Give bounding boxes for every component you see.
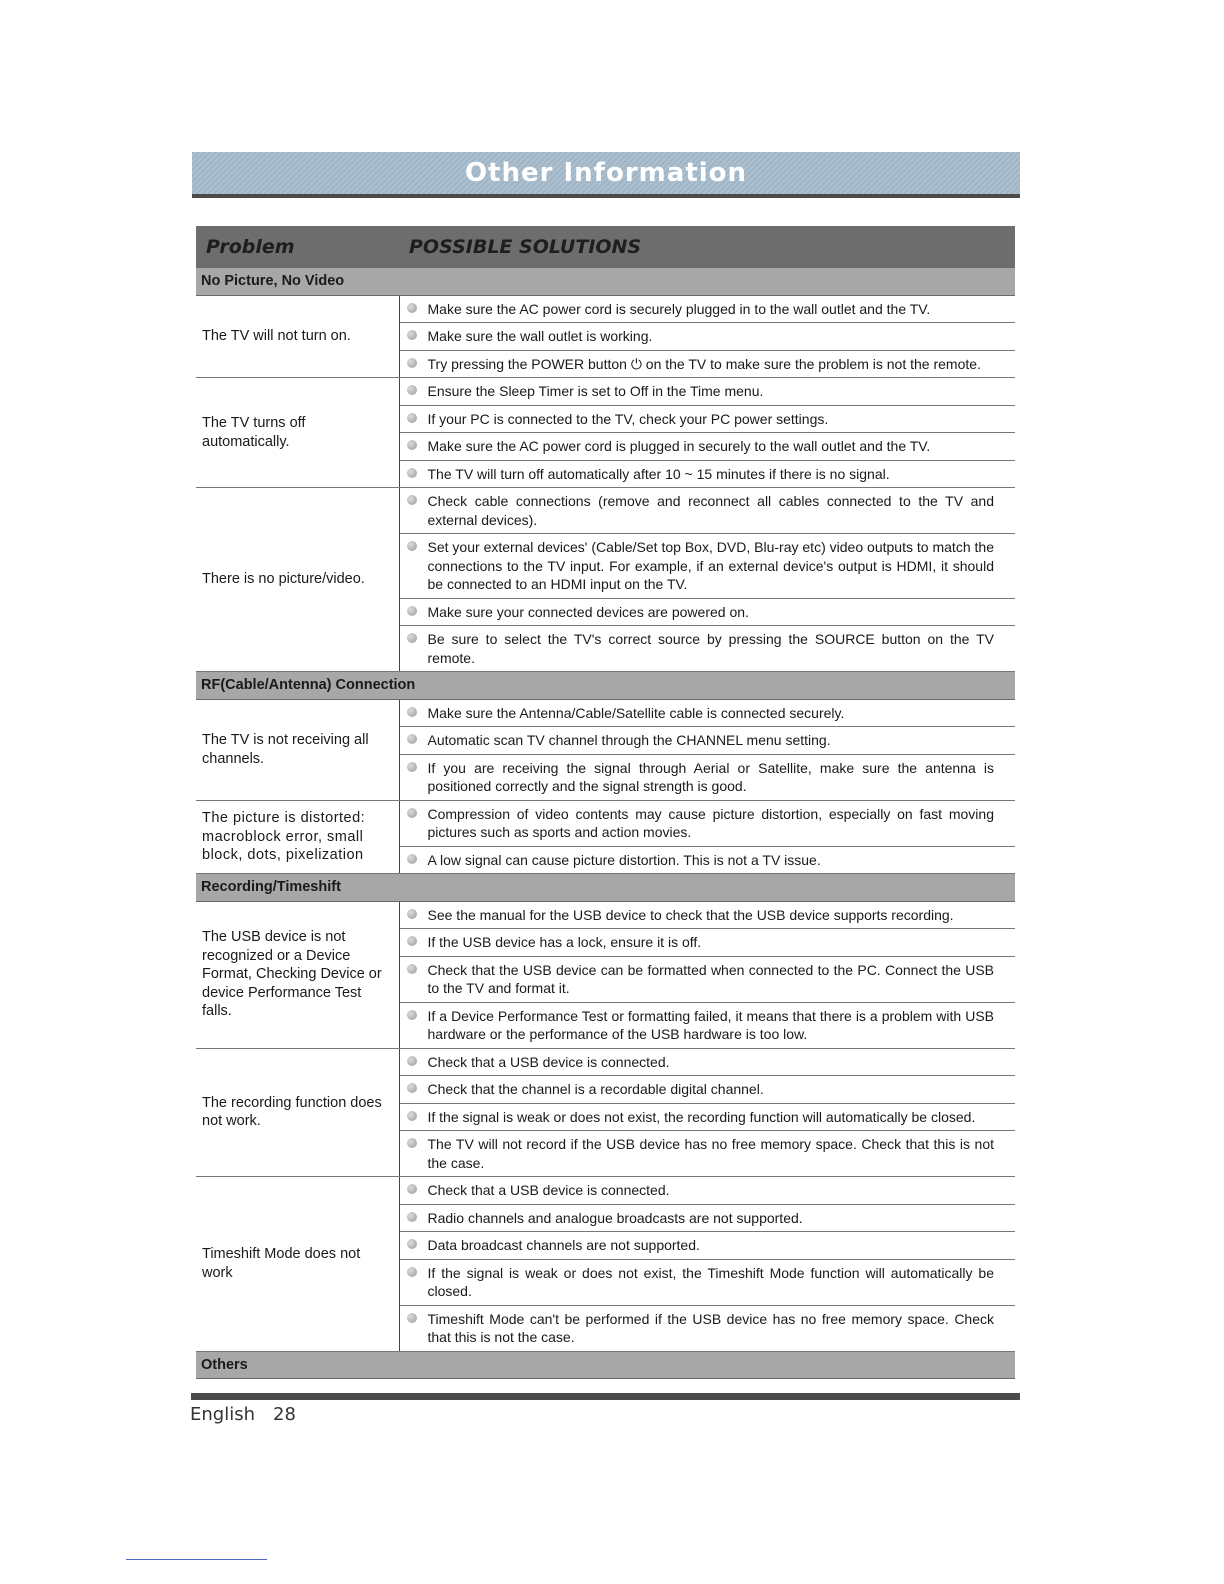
solution-cell xyxy=(399,323,1015,351)
bullet-icon xyxy=(407,1267,417,1277)
solution-text: Radio channels and analogue broadcasts are not supported. xyxy=(427,1209,803,1226)
solution-cell xyxy=(399,1048,1015,1076)
solution-text: If you are receiving the signal through Aerial or Satellite, make sure the antenna is positioned correctly and the signal strength is good. xyxy=(427,759,994,794)
bullet-icon xyxy=(407,495,417,505)
solution-cell xyxy=(399,405,1015,433)
page-footer xyxy=(190,1404,314,1425)
table-row xyxy=(196,488,1015,534)
section-title: Others xyxy=(196,1351,1015,1379)
solution-text: If the signal is weak or does not exist, the recording function will automatically be closed. xyxy=(427,1108,976,1125)
bullet-icon xyxy=(407,358,417,368)
bullet-icon xyxy=(407,330,417,340)
banner-title: Other Information xyxy=(464,158,748,188)
bullet-icon xyxy=(407,413,417,423)
solution-cell xyxy=(399,433,1015,461)
solution-text: Be sure to select the TV's correct source by pressing the SOURCE button on the TV remote. xyxy=(427,631,994,666)
problem-cell: The TV turns off automatically. xyxy=(196,378,399,488)
bullet-icon xyxy=(407,1239,417,1249)
solution-cell xyxy=(399,699,1015,727)
solution-text: Check that a USB device is connected. xyxy=(427,1053,670,1070)
problem-cell: Timeshift Mode does not work xyxy=(196,1177,399,1352)
section-header-row xyxy=(196,874,1015,902)
bullet-icon xyxy=(407,734,417,744)
solution-text: Automatic scan TV channel through the CHANNEL menu setting. xyxy=(427,732,831,748)
solution-cell xyxy=(399,1259,1015,1305)
table-row xyxy=(196,699,1015,727)
solution-cell xyxy=(399,1103,1015,1131)
solutions-column-header: POSSIBLE SOLUTIONS xyxy=(399,226,1015,268)
solution-cell xyxy=(399,1232,1015,1260)
solution-text: Make sure the AC power cord is securely plugged in to the wall outlet and the TV. xyxy=(427,300,931,317)
solution-text: If your PC is connected to the TV, check your PC power settings. xyxy=(427,410,829,427)
solution-text: Timeshift Mode can't be performed if the USB device has no free memory space. Check that this is not the case. xyxy=(427,1310,994,1345)
bullet-icon xyxy=(407,1111,417,1121)
bullet-icon xyxy=(407,909,417,919)
bullet-icon xyxy=(407,1212,417,1222)
page-number: 28 xyxy=(273,1404,296,1425)
bullet-icon xyxy=(407,1083,417,1093)
table-row xyxy=(196,800,1015,846)
bullet-icon xyxy=(407,633,417,643)
solution-cell xyxy=(399,929,1015,957)
solution-cell xyxy=(399,800,1015,846)
solution-text: See the manual for the USB device to check that the USB device supports recording. xyxy=(427,906,954,923)
footer-language: English xyxy=(190,1404,255,1425)
section-title: No Picture, No Video xyxy=(196,268,1015,295)
bullet-icon xyxy=(407,1184,417,1194)
bullet-icon xyxy=(407,1056,417,1066)
solution-text: Check that the USB device can be formatted when connected to the PC. Connect the USB to the TV and format it. xyxy=(427,961,994,996)
bullet-icon xyxy=(407,385,417,395)
solution-cell xyxy=(399,598,1015,626)
solution-text: Compression of video contents may cause picture distortion, especially on fast moving pictures such as sports and action movies. xyxy=(427,805,994,840)
problem-cell: The TV is not receiving all channels. xyxy=(196,699,399,800)
bullet-icon xyxy=(407,303,417,313)
solution-cell xyxy=(399,956,1015,1002)
solution-text: If the signal is weak or does not exist, the Timeshift Mode function will automatically be closed. xyxy=(427,1264,994,1299)
solution-cell xyxy=(399,727,1015,755)
solution-cell xyxy=(399,846,1015,874)
bullet-icon xyxy=(407,707,417,717)
solution-text: Make sure the wall outlet is working. xyxy=(427,328,653,344)
solution-cell xyxy=(399,754,1015,800)
solution-text: The TV will not record if the USB device has no free memory space. Check that this is not the case. xyxy=(427,1136,994,1171)
solution-text: Make sure the AC power cord is plugged in securely to the wall outlet and the TV. xyxy=(427,438,931,454)
solution-cell xyxy=(399,1204,1015,1232)
bullet-icon xyxy=(407,762,417,772)
bullet-icon xyxy=(407,936,417,946)
bullet-icon xyxy=(407,1010,417,1020)
solution-text: Make sure your connected devices are powered on. xyxy=(427,603,749,620)
solution-text: If a Device Performance Test or formatting failed, it means that there is a problem with USB hardware or the performance of the USB hardware is too low. xyxy=(427,1007,994,1042)
solution-cell xyxy=(399,488,1015,534)
bullet-icon xyxy=(407,1313,417,1323)
solution-cell xyxy=(399,350,1015,378)
solution-text: Check cable connections (remove and reconnect all cables connected to the TV and external devices). xyxy=(427,493,994,528)
solution-cell xyxy=(399,1002,1015,1048)
solution-text: Check that the channel is a recordable digital channel. xyxy=(427,1081,764,1097)
solution-text: If the USB device has a lock, ensure it is off. xyxy=(427,934,702,950)
solution-text: Data broadcast channels are not supported. xyxy=(427,1237,700,1253)
table-row xyxy=(196,295,1015,323)
bullet-icon xyxy=(407,808,417,818)
table-row xyxy=(196,378,1015,406)
section-header-row xyxy=(196,268,1015,295)
page-banner xyxy=(192,152,1020,198)
bullet-icon xyxy=(407,440,417,450)
solution-cell xyxy=(399,901,1015,929)
bullet-icon xyxy=(407,1138,417,1148)
solution-cell xyxy=(399,626,1015,672)
solution-text: Set your external devices' (Cable/Set top Box, DVD, Blu-ray etc) video outputs to match the connections to the TV input. For example, if an external device's output is HDMI, it should be connected to an HDMI input on the TV. xyxy=(427,539,994,592)
solution-text: Make sure the Antenna/Cable/Satellite cable is connected securely. xyxy=(427,704,845,721)
bullet-icon xyxy=(407,964,417,974)
bullet-icon xyxy=(407,468,417,478)
problem-cell: The TV will not turn on. xyxy=(196,295,399,378)
problem-cell: The recording function does not work. xyxy=(196,1048,399,1177)
section-header-row xyxy=(196,672,1015,700)
solution-text: A low signal can cause picture distortion. This is not a TV issue. xyxy=(427,851,821,868)
bullet-icon xyxy=(407,541,417,551)
solution-cell xyxy=(399,460,1015,488)
section-header-row xyxy=(196,1351,1015,1379)
problem-cell: The picture is distorted: macroblock error, small block, dots, pixelization xyxy=(196,800,399,874)
solution-cell xyxy=(399,378,1015,406)
corner-line xyxy=(126,1559,267,1560)
solution-cell xyxy=(399,534,1015,599)
problem-column-header: Problem xyxy=(196,226,399,268)
solution-cell xyxy=(399,1076,1015,1104)
table-header-row xyxy=(196,226,1015,268)
table-row xyxy=(196,1177,1015,1205)
footer-rule xyxy=(191,1393,1020,1400)
solution-cell xyxy=(399,1131,1015,1177)
problem-cell: The USB device is not recognized or a Device Format, Checking Device or device Performance Test falls. xyxy=(196,901,399,1048)
solution-text: Ensure the Sleep Timer is set to Off in the Time menu. xyxy=(427,383,764,399)
section-title: RF(Cable/Antenna) Connection xyxy=(196,672,1015,700)
solution-cell xyxy=(399,1177,1015,1205)
solution-text: Check that a USB device is connected. xyxy=(427,1182,670,1198)
section-title: Recording/Timeshift xyxy=(196,874,1015,902)
bullet-icon xyxy=(407,854,417,864)
table-row xyxy=(196,1048,1015,1076)
solution-text: The TV will turn off automatically after 10 ~ 15 minutes if there is no signal. xyxy=(427,465,890,482)
solution-cell xyxy=(399,295,1015,323)
solution-text: Try pressing the POWER button ⏻ on the TV to make sure the problem is not the remote. xyxy=(427,355,981,372)
problem-cell: There is no picture/video. xyxy=(196,488,399,672)
bullet-icon xyxy=(407,606,417,616)
table-row xyxy=(196,901,1015,929)
troubleshooting-table xyxy=(196,226,1015,1379)
solution-cell xyxy=(399,1305,1015,1351)
